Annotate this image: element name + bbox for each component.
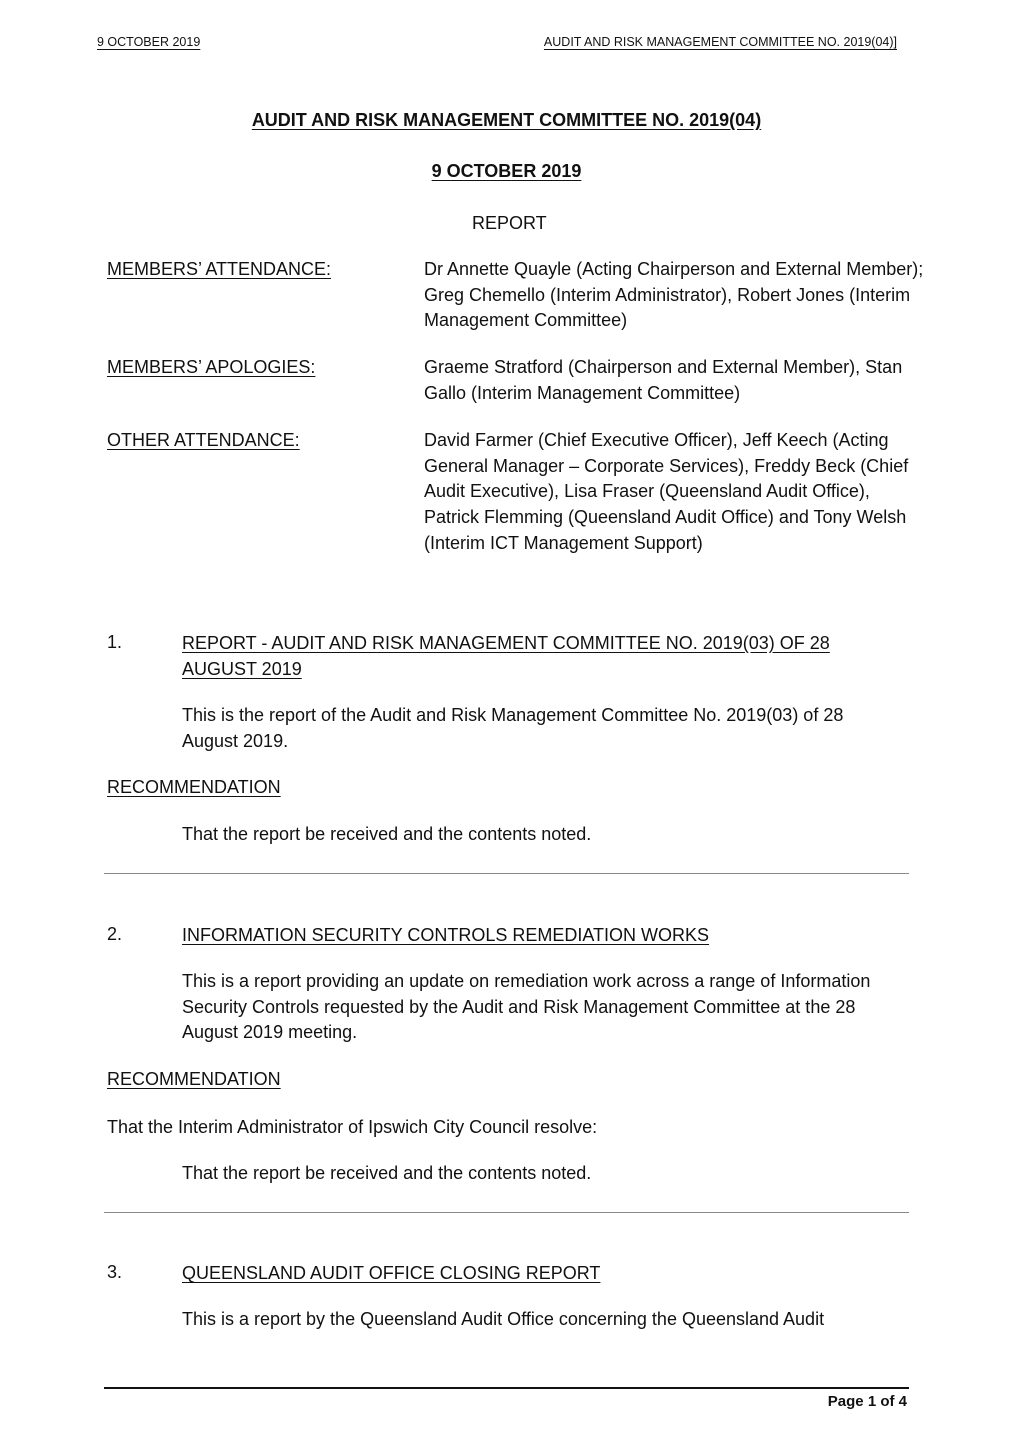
item-1-recommendation: That the report be received and the contents noted. [182, 824, 592, 844]
item-3-number: 3. [107, 1262, 123, 1282]
item-2-resolve-text: That the Interim Administrator of Ipswich City Council resolve: [107, 1117, 598, 1137]
members-apologies-label: MEMBERS’ APOLOGIES: [107, 357, 316, 377]
item-2-recommendation: That the report be received and the contents noted. [182, 1163, 592, 1183]
members-attendance-value: Dr Annette Quayle (Acting Chairperson and External Member); Greg Chemello (Interim Administrator), Robert Jones (Interim Management Committee) [424, 259, 924, 331]
header-date: 9 OCTOBER 2019 [97, 35, 201, 49]
item-2-number: 2. [107, 924, 123, 944]
other-attendance-label: OTHER ATTENDANCE: [107, 430, 300, 450]
members-attendance-label: MEMBERS’ ATTENDANCE: [107, 259, 332, 279]
members-apologies-value: Graeme Stratford (Chairperson and External Member), Stan Gallo (Interim Management Committee) [424, 357, 903, 403]
page-title-text: AUDIT AND RISK MANAGEMENT COMMITTEE NO. 2019(04) [251, 110, 762, 130]
divider [104, 1212, 909, 1213]
page-number: Page 1 of 4 [827, 1393, 907, 1410]
page-date-text: 9 OCTOBER 2019 [431, 161, 582, 181]
item-2-recommendation-label: RECOMMENDATION [107, 1069, 281, 1089]
item-1-recommendation-label: RECOMMENDATION [107, 777, 281, 797]
page-date [0, 161, 1013, 182]
item-3-description: This is a report by the Queensland Audit Office concerning the Queensland Audit [182, 1309, 825, 1329]
item-1-title: REPORT - AUDIT AND RISK MANAGEMENT COMMITTEE NO. 2019(03) OF 28 AUGUST 2019 [182, 633, 830, 679]
item-2-description: This is a report providing an update on remediation work across a range of Information Security Controls requested by the Audit and Risk Management Committee at the 28 August 2019 meeting. [182, 971, 871, 1042]
footer-divider [104, 1387, 909, 1389]
other-attendance-value: David Farmer (Chief Executive Officer), Jeff Keech (Acting General Manager – Corporate Services), Freddy Beck (Chief Audit Executive), Lisa Fraser (Queensland Audit Office), Patrick Flemming (Queensland Audit Office) and Tony Welsh (Interim ICT Management Support) [424, 430, 909, 553]
item-3-title: QUEENSLAND AUDIT OFFICE CLOSING REPORT [182, 1263, 601, 1283]
item-2-title: INFORMATION SECURITY CONTROLS REMEDIATION WORKS [182, 925, 710, 945]
page-title [0, 110, 1013, 131]
item-1-description: This is the report of the Audit and Risk Management Committee No. 2019(03) of 28 August 2019. [182, 705, 844, 751]
divider [104, 873, 909, 874]
item-1-number: 1. [107, 632, 123, 652]
report-type: REPORT [472, 213, 547, 233]
header-committee: AUDIT AND RISK MANAGEMENT COMMITTEE NO. 2019(04)] [543, 35, 897, 49]
